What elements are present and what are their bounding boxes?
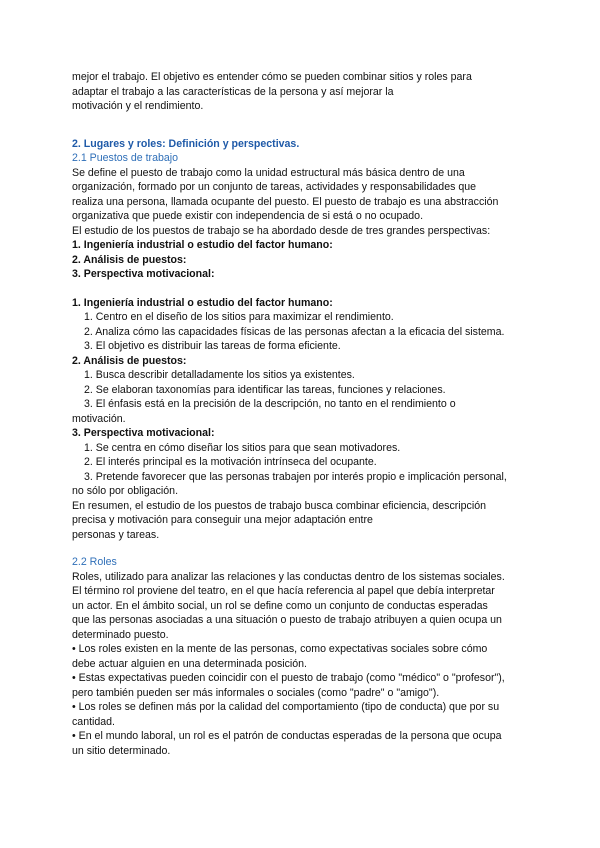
text-line: El término rol proviene del teatro, en el que hacía referencia al papel que debía interpretar xyxy=(72,585,495,597)
bullet-line: pero también pueden ser más informales o sociales (como "padre" o "amigo"). xyxy=(72,686,440,699)
text-line: realiza una persona, llamada ocupante del puesto. El puesto de trabajo es una abstracción xyxy=(72,195,499,208)
perspectives-list xyxy=(72,238,528,282)
detail-item-continued: no sólo por obligación. xyxy=(72,485,179,497)
detail-analisis xyxy=(72,354,528,427)
detail-item: 1. Se centra en cómo diseñar los sitios para que sean motivadores. xyxy=(84,441,401,454)
detail-item: 3. Pretende favorecer que las personas trabajen por interés propio e implicación personal, xyxy=(84,470,507,483)
bullet-line: • En el mundo laboral, un rol es el patrón de conductas esperadas de la persona que ocupa xyxy=(72,730,502,742)
text-line: Se define el puesto de trabajo como la unidad estructural más básica dentro de una xyxy=(72,166,465,179)
section-heading: 2. Lugares y roles: Definición y perspectivas. xyxy=(72,137,300,150)
document-body xyxy=(72,70,528,758)
detail-item: 1. Centro en el diseño de los sitios para maximizar el rendimiento. xyxy=(84,311,394,323)
detail-item: 2. Analiza cómo las capacidades físicas de las personas afectan a la eficacia del sistema. xyxy=(84,325,505,338)
text-line: Roles, utilizado para analizar las relaciones y las conductas dentro de los sistemas sociales. xyxy=(72,570,505,583)
text-line: motivación y el rendimiento. xyxy=(72,100,204,112)
text-line: personas y tareas. xyxy=(72,528,160,541)
intro-paragraph xyxy=(72,70,528,114)
text-line: mejor el trabajo. El objetivo es entender cómo se pueden combinar sitios y roles para xyxy=(72,71,472,83)
text-line: En resumen, el estudio de los puestos de trabajo busca combinar eficiencia, descripción xyxy=(72,499,486,512)
subsection-title-puestos: 2.1 Puestos de trabajo xyxy=(72,152,179,164)
detail-item: 1. Busca describir detalladamente los sitios ya existentes. xyxy=(84,369,355,381)
text-line: El estudio de los puestos de trabajo se ha abordado desde de tres grandes perspectivas: xyxy=(72,224,491,237)
roles-definition xyxy=(72,570,528,643)
perspective-item: 1. Ingeniería industrial o estudio del factor humano: xyxy=(72,239,333,251)
detail-title: 2. Análisis de puestos: xyxy=(72,354,187,367)
detail-motivacional xyxy=(72,426,528,499)
bullet-line: debe actuar alguien en una determinada posición. xyxy=(72,657,307,670)
bullet-line: cantidad. xyxy=(72,715,115,728)
bullet-line: • Estas expectativas pueden coincidir con el puesto de trabajo (como "médico" o "profesor"), xyxy=(72,672,505,684)
bullet-line: • Los roles se definen más por la calidad del comportamiento (tipo de conducta) que por su xyxy=(72,701,500,713)
detail-item: 2. El interés principal es la motivación intrínseca del ocupante. xyxy=(84,456,377,468)
summary-paragraph xyxy=(72,499,528,543)
puestos-definition xyxy=(72,166,528,239)
detail-item-continued: motivación. xyxy=(72,412,126,425)
text-line: adaptar el trabajo a las características de la persona y así mejorar la xyxy=(72,85,394,98)
detail-item: 3. El énfasis está en la precisión de la descripción, no tanto en el rendimiento o xyxy=(84,398,456,410)
roles-bullets xyxy=(72,642,528,758)
text-line: organizativa que puede existir con independencia de si está o no ocupado. xyxy=(72,210,424,222)
bullet-line: un sitio determinado. xyxy=(72,744,171,757)
text-line: un actor. En el ámbito social, un rol se define como un conjunto de conductas esperadas xyxy=(72,599,488,612)
detail-title: 1. Ingeniería industrial o estudio del factor humano: xyxy=(72,296,333,309)
detail-item: 2. Se elaboran taxonomías para identificar las tareas, funciones y relaciones. xyxy=(84,383,446,396)
detail-ingenieria xyxy=(72,296,528,354)
detail-item: 3. El objetivo es distribuir las tareas de forma eficiente. xyxy=(84,340,341,352)
text-line: precisa y motivación para conseguir una mejor adaptación entre xyxy=(72,514,373,526)
bullet-line: • Los roles existen en la mente de las personas, como expectativas sociales sobre cómo xyxy=(72,643,488,655)
text-line: organización, formado por un conjunto de tareas, actividades y responsabilidades que xyxy=(72,181,476,193)
text-line: que las personas asociadas a una situación o puesto de trabajo atribuyen a quien ocupa un xyxy=(72,614,502,626)
perspective-item: 2. Análisis de puestos: xyxy=(72,253,187,266)
subsection-title-roles: 2.2 Roles xyxy=(72,556,117,568)
perspective-item: 3. Perspectiva motivacional: xyxy=(72,268,215,280)
detail-title: 3. Perspectiva motivacional: xyxy=(72,427,215,439)
text-line: determinado puesto. xyxy=(72,628,169,641)
